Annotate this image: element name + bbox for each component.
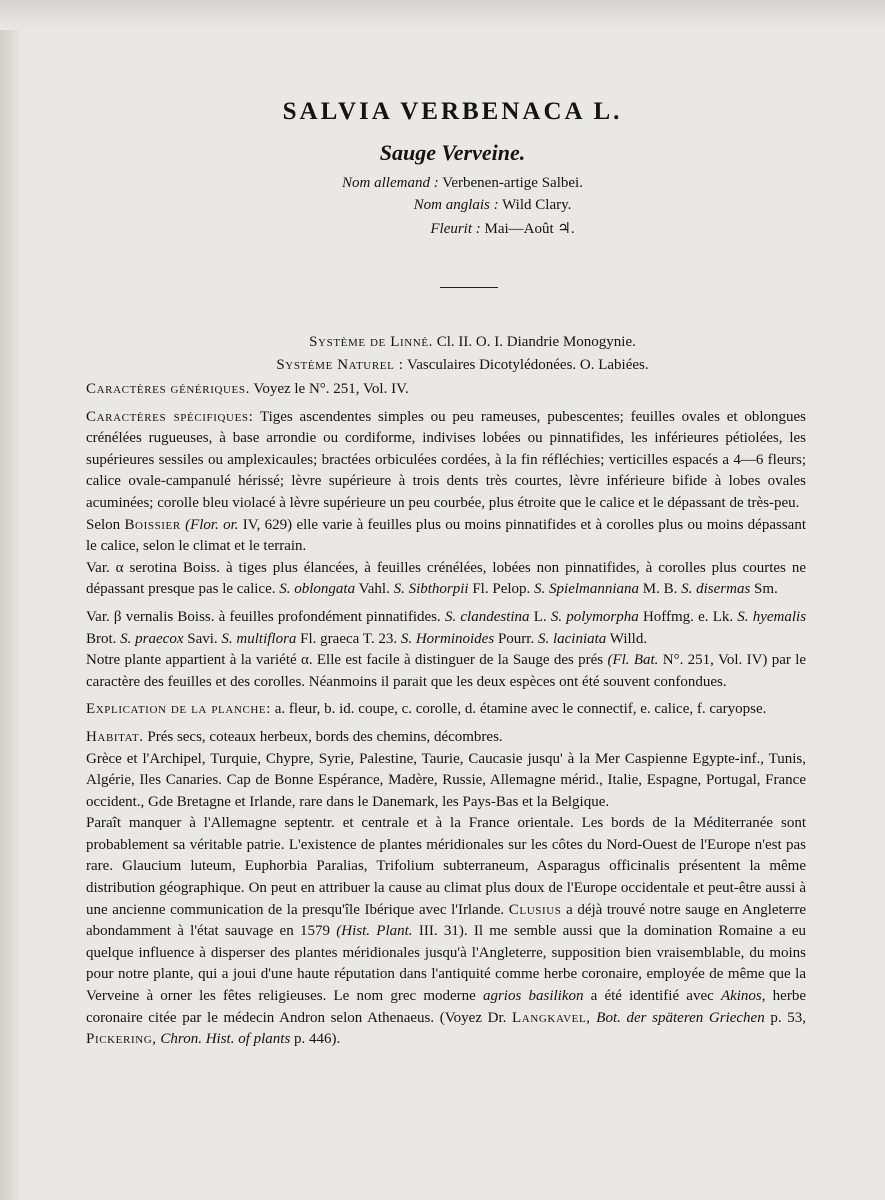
citation: Chron. Hist. of plants — [160, 1031, 291, 1048]
natural-system-line — [0, 357, 885, 374]
history-paragraph — [86, 813, 806, 1051]
text-run: M. B. — [642, 581, 678, 598]
text-run: Paraît manquer à l'Allemagne septentr. et centrale et à la France orientale. Les bords de la Méditerranée sont probablement sa véritable patrie. L'existence de plantes méridionales sur les côtes du Nord-Ouest de l'Europe n'est pas rare. Glaucium luteum, Euphorbia Paralias, Trifolium subterraneum, Asparagus officinalis présentent la même distribution géographique. On peut en attribuer la cause au climat plus doux de l'Europe occidentale et peut-être aussi à une ancienne communication de la presqu'île Ibérique avec l'Irlande. — [86, 815, 806, 918]
generic-characters-text: Voyez le N°. 251, Vol. IV. — [253, 381, 409, 397]
synonym: S. praecox — [120, 630, 184, 647]
text-run: Savi. — [187, 630, 218, 647]
our-plant-paragraph — [86, 650, 806, 693]
species-title: SALVIA VERBENACA L. — [282, 98, 623, 125]
text-run: p. 53, — [770, 1009, 807, 1026]
text-run: III. 31). Il me semble aussi que la domination Romaine a eu quelque influence à disperser des plantes méridionales jusqu'à l'Angleterre, supposition bien vraisemblable, du moins pour notre plante, qui a joui d'une haute réputation dans l'antiquité comme herbe coronaire, employée de même que la Verveine à orner les fêtes religieuses. Le nom grec moderne — [86, 923, 807, 1005]
natural-system-label: Système Naturel : — [276, 357, 404, 373]
synonym: S. oblongata — [279, 581, 356, 598]
german-name: Verbenen-artige Salbei. — [442, 175, 583, 191]
citation: Bot. der späteren Griechen — [596, 1009, 765, 1026]
text-run: Selon — [86, 516, 121, 533]
greek-name: Akinos — [720, 988, 762, 1005]
flowering-period: Mai—Août ♃. — [484, 221, 575, 237]
text-run: a été identifié avec — [590, 988, 714, 1005]
text-run: Notre plante appartient à la variété α. Elle est facile à distinguer de la Sauge des prés — [86, 652, 604, 669]
linnean-system: Cl. II. O. I. Diandrie Monogynie. — [436, 334, 636, 350]
text-run: Var. β vernalis Boiss. à feuilles profondément pinnatifides. — [86, 608, 441, 625]
text-run: p. 446). — [294, 1031, 341, 1048]
section-divider — [440, 287, 498, 288]
text-run: a déjà trouvé notre sauge en Angleterre abondamment à l'état sauvage en 1579 — [86, 901, 806, 940]
english-name-line — [0, 197, 885, 214]
plate-explanation-paragraph — [86, 699, 806, 721]
flowering-line — [0, 219, 885, 238]
text-run: Willd. — [609, 630, 648, 647]
german-name-line — [0, 175, 885, 192]
citation: (Fl. Bat. — [607, 652, 659, 669]
english-name: Wild Clary. — [502, 197, 572, 213]
generic-characters-paragraph — [86, 379, 806, 401]
synonym: S. hyemalis — [737, 608, 807, 625]
variety-alpha-paragraph — [86, 558, 806, 601]
text-run: Brot. — [86, 630, 117, 647]
text-run: Fl. Pelop. — [472, 581, 531, 598]
distribution-paragraph: Grèce et l'Archipel, Turquie, Chypre, Syrie, Palestine, Taurie, Caucasie jusqu' à la Mer Caspienne Egypte-inf., Tunis, Algérie, Iles Canaries. Cap de Bonne Espérance, Madère, Russie, Allemagne mérid., Italie, Espagne, Portugal, France occident., Gde Bretagne et Irlande, rare dans le Danemark, les Pays-Bas et la Belgique. — [86, 750, 806, 810]
text-run: Sm. — [754, 581, 778, 598]
text-run: IV, 629) elle varie à feuilles plus ou moins pinnatifides et à corolles plus ou moins dépassant le calice, selon le climat et le terrain. — [86, 516, 806, 555]
author-name: Clusius — [508, 901, 562, 918]
habitat-text: Prés secs, coteaux herbeux, bords des chemins, décombres. — [147, 728, 503, 745]
text-run: Vahl. — [358, 581, 390, 598]
text-run: Var. α serotina Boiss. à tiges plus élancées, à feuilles crénélées, lobées non pinnatifides, à corolles plus courtes ne dépassant presque pas le calice. — [86, 559, 806, 598]
boissier-paragraph — [86, 515, 806, 558]
plate-explanation-label: Explication de la planche: — [86, 701, 272, 718]
author-name: Langkavel, — [512, 1009, 591, 1026]
text-run: Hoffmg. e. Lk. — [642, 608, 734, 625]
citation: (Flor. or. — [185, 516, 239, 533]
synonym: S. polymorpha — [550, 608, 639, 625]
synonym: S. multiflora — [221, 630, 297, 647]
habitat-label: Habitat. — [86, 728, 144, 745]
synonym: S. Sibthorpii — [393, 581, 469, 598]
synonym: S. Horminoides — [400, 630, 495, 647]
habitat-paragraph — [86, 727, 806, 749]
variety-beta-paragraph — [86, 607, 806, 650]
text-run: N°. 251, Vol. IV) par le caractère des feuilles et des corolles. Néanmoins il parait que les deux espèces ont été souvent confondues. — [86, 652, 807, 690]
linnean-system-line — [0, 334, 885, 351]
text-run: Fl. graeca T. 23. — [300, 630, 398, 647]
german-name-label: Nom allemand : — [342, 175, 439, 191]
specific-characters-text: Tiges ascendentes simples ou peu rameuses, pubescentes; feuilles ovales et oblongues crénélées rugueuses, à base arrondie ou cordiforme, indivises lobées ou pinnatifides, les inférieures pétiolées, les supérieures sessiles ou amplexicaules; bractées orbiculées cordées, à la fin réfléchies; verticilles espacés a 4—6 fleurs; calice ovale-campanulé hérissé; lèvre supérieure à trois dents très courtes, lèvre inférieure bifide à lobes ovales acuminées; corolle bleu violacé à lèvre supérieure un peu courbée, plus étroite que le calice et le dépassant de très-peu. — [86, 408, 806, 511]
synonym: S. disermas — [681, 581, 751, 598]
english-name-label: Nom anglais : — [413, 197, 499, 213]
page-top-shadow — [0, 0, 885, 30]
french-name: Sauge Verveine. — [379, 140, 526, 165]
natural-system: Vasculaires Dicotylédonées. O. Labiées. — [407, 357, 649, 373]
synonym: S. clandestina — [444, 608, 530, 625]
specific-characters-label: Caractères spécifiques: — [86, 408, 254, 425]
citation: (Hist. Plant. — [336, 923, 413, 940]
author-name: Boissier — [124, 516, 181, 533]
specific-characters-paragraph — [86, 407, 806, 515]
text-run: Pourr. — [497, 630, 535, 647]
linnean-system-label: Système de Linné. — [309, 334, 433, 350]
synonym: S. laciniata — [537, 630, 607, 647]
plate-explanation-text: a. fleur, b. id. coupe, c. corolle, d. étamine avec le connectif, e. calice, f. caryopse. — [274, 701, 767, 718]
text-run: , herbe coronaire citée par le médecin Andron selon Athenaeus. (Voyez Dr. — [86, 988, 806, 1026]
flowering-label: Fleurit : — [430, 221, 481, 237]
text-run: L. — [533, 608, 547, 625]
synonym: S. Spielmanniana — [534, 581, 640, 598]
generic-characters-label: Caractères génériques. — [86, 381, 250, 397]
author-name: Pickering, — [86, 1031, 157, 1048]
greek-name: agrios basilikon — [482, 988, 584, 1005]
description-body — [86, 379, 806, 1051]
